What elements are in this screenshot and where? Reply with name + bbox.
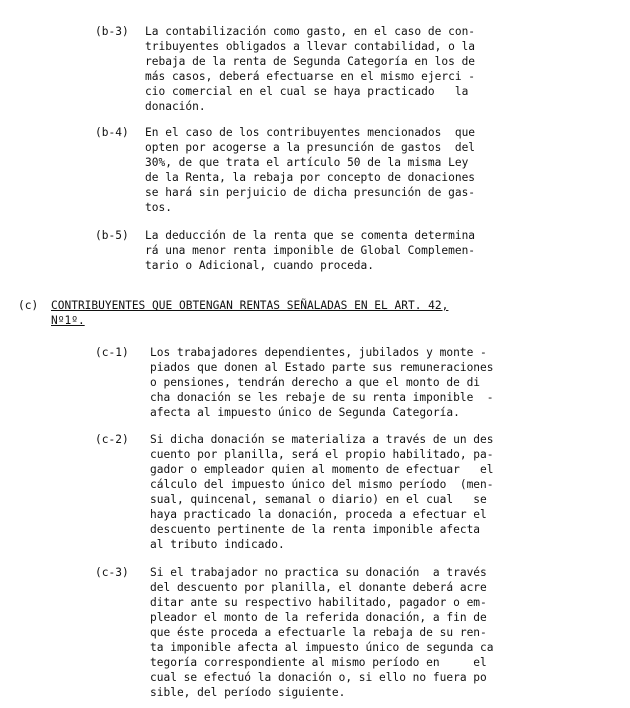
paragraph-b4: [95, 125, 595, 215]
paragraph-c2: [95, 432, 610, 552]
paragraph-label: (b-3): [95, 25, 129, 38]
paragraph-text: Los trabajadores dependientes, jubilados y monte - piados que donen al Estado parte sus remuneraciones o pensiones, tendrán derecho a que el monto de di cha donación se les rebaje de su renta imponible - afecta al impuesto único de Segunda Categoría.: [150, 346, 494, 419]
section-label: (c): [18, 299, 39, 312]
paragraph-label: (c-2): [95, 433, 129, 446]
paragraph-label: (c-3): [95, 566, 129, 579]
paragraph-c3: [95, 565, 610, 700]
paragraph-b3: [95, 24, 595, 114]
paragraph-label: (b-4): [95, 126, 129, 139]
section-title: CONTRIBUYENTES QUE OBTENGAN RENTAS SEÑALADAS EN EL ART. 42, Nº1º.: [51, 299, 449, 327]
paragraph-label: (c-1): [95, 346, 129, 359]
section-c-heading: [18, 298, 598, 328]
paragraph-b5: [95, 228, 595, 273]
paragraph-label: (b-5): [95, 229, 129, 242]
paragraph-text: La contabilización como gasto, en el caso de con- tribuyentes obligados a llevar contabilidad, o la rebaja de la renta de Segunda Categoría en los de más casos, deberá efectuarse en el mismo ejerci - cio comercial en el cual se haya practicado la donación.: [145, 25, 476, 113]
paragraph-text: La deducción de la renta que se comenta determina rá una menor renta imponible de Global Complemen- tario o Adicional, cuando proceda.: [145, 229, 476, 272]
paragraph-text: Si el trabajador no practica su donación a través del descuento por planilla, el donante deberá acre ditar ante su respectivo habilitado, pagador o em- pleador el monto de la referida donación, a fin de que éste proceda a efectuarle la rebaja de su ren- ta imponible afecta al impuesto único de segunda ca tegoría correspondiente al mismo período en el cual se efectuó la donación o, si ello no fuera po sible, del período siguiente.: [150, 566, 494, 699]
paragraph-text: En el caso de los contribuyentes mencionados que opten por acogerse a la presunción de gastos del 30%, de que trata el artículo 50 de la misma Ley de la Renta, la rebaja por concepto de donaciones se hará sin perjuicio de dicha presunción de gas- tos.: [145, 126, 476, 214]
paragraph-c1: [95, 345, 610, 420]
paragraph-text: Si dicha donación se materializa a través de un des cuento por planilla, será el propio habilitado, pa- gador o empleador quien al momento de efectuar el cálculo del impuesto único del mismo período (men- sual, quincenal, semanal o diario) en el cual se haya practicado la donación, proceda a efectuar el descuento pertinente de la renta imponible afecta al tributo indicado.: [150, 433, 494, 551]
